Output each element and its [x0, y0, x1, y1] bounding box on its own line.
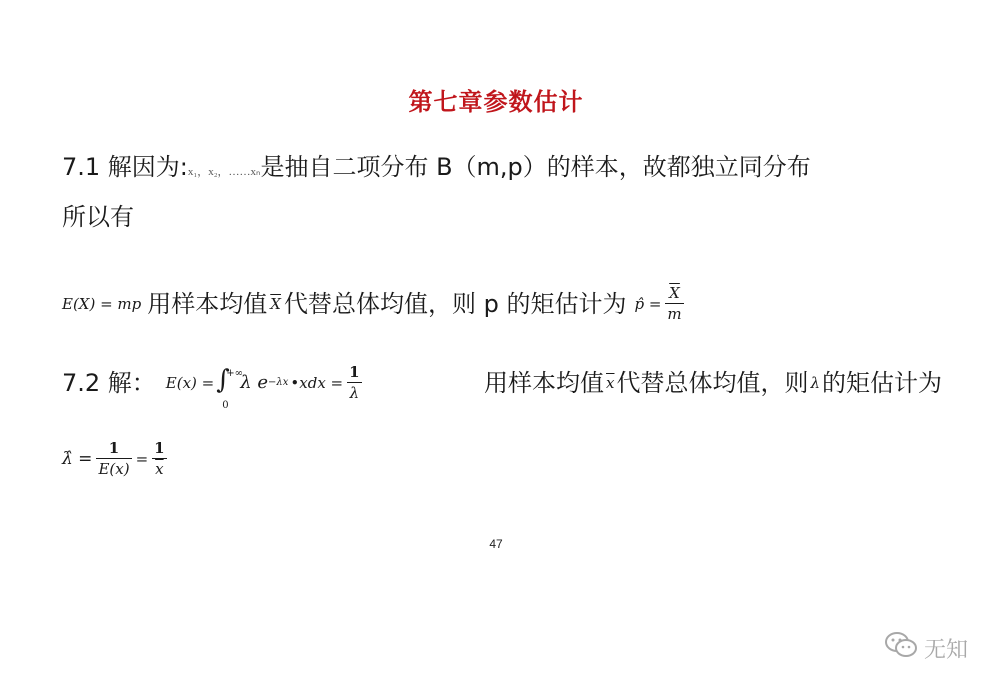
- lambda-fraction: [347, 362, 361, 403]
- integral-upper-limit: +∞: [226, 367, 243, 379]
- chapter-title: 第七章参数估计: [408, 88, 584, 116]
- eq1-text-1: 用样本均值: [147, 289, 268, 318]
- lambda-hat-f1-num: 1: [108, 439, 120, 457]
- expectation-formula: E(X) = mp: [62, 294, 142, 313]
- problem-7-2-prefix: 7.2 解：: [62, 368, 156, 397]
- sample-mean-symbol: $\overline{X}$: [270, 294, 281, 313]
- watermark-text: 无知: [923, 637, 968, 663]
- equation-line-1: [62, 283, 684, 324]
- problem-7-1-prefix: 7.1 解因为:: [62, 153, 188, 181]
- p-hat-symbol: p̂ =: [634, 294, 662, 313]
- lambda-hat-f2-num: 1: [154, 439, 165, 457]
- sample-mean-symbol-lower: $\overline{x}$: [606, 373, 615, 392]
- p2-text-2: 代替总体均值，则: [616, 368, 809, 397]
- p-hat-denominator: m: [667, 305, 682, 323]
- integral-lhs: E(x) =: [165, 373, 215, 392]
- wechat-icon: [884, 631, 918, 665]
- watermark: [884, 631, 968, 665]
- lambda-symbol: λ: [810, 373, 820, 392]
- problem-7-2-line: [62, 362, 942, 411]
- p2-text-3: 的矩估计为: [822, 368, 942, 397]
- page-number: 47: [489, 537, 503, 551]
- p2-text-1: 用样本均值: [484, 368, 605, 397]
- lambda-hat-fraction-1: [96, 438, 131, 479]
- problem-7-1-line1: [62, 152, 811, 187]
- exponent: −λx: [268, 376, 289, 388]
- p-hat-numerator: $\overline{X}$: [669, 284, 680, 302]
- lambda-hat-f1-den: E(x): [98, 460, 130, 478]
- problem-7-1-text: 是抽自二项分布 B（m,p）的样本，故都独立同分布: [260, 153, 811, 181]
- eq1-text-2: 代替总体均值，则 p 的矩估计为: [283, 289, 627, 318]
- equals-sign: =: [135, 449, 149, 468]
- integrand: λ e: [240, 371, 269, 393]
- problem-7-1-continuation: 所以有: [62, 203, 134, 231]
- problem-7-1-line2: [62, 202, 134, 232]
- sample-variables: x₁，x₂，……xₙ: [187, 166, 261, 178]
- lambda-hat-f2-den: x: [155, 460, 164, 478]
- lambda-hat-fraction-2: [152, 438, 166, 479]
- equation-lambda-hat: [62, 438, 167, 479]
- lambda-fraction-numerator: 1: [349, 363, 360, 381]
- lambda-fraction-denominator: λ: [349, 384, 360, 402]
- lambda-hat-symbol: λ̂ =: [62, 448, 93, 469]
- integrand-tail: •xdx =: [290, 373, 344, 392]
- p-hat-fraction: [665, 283, 683, 324]
- integral-sign: ∫ +∞ 0: [216, 363, 240, 403]
- integral-lower-limit: 0: [222, 399, 229, 411]
